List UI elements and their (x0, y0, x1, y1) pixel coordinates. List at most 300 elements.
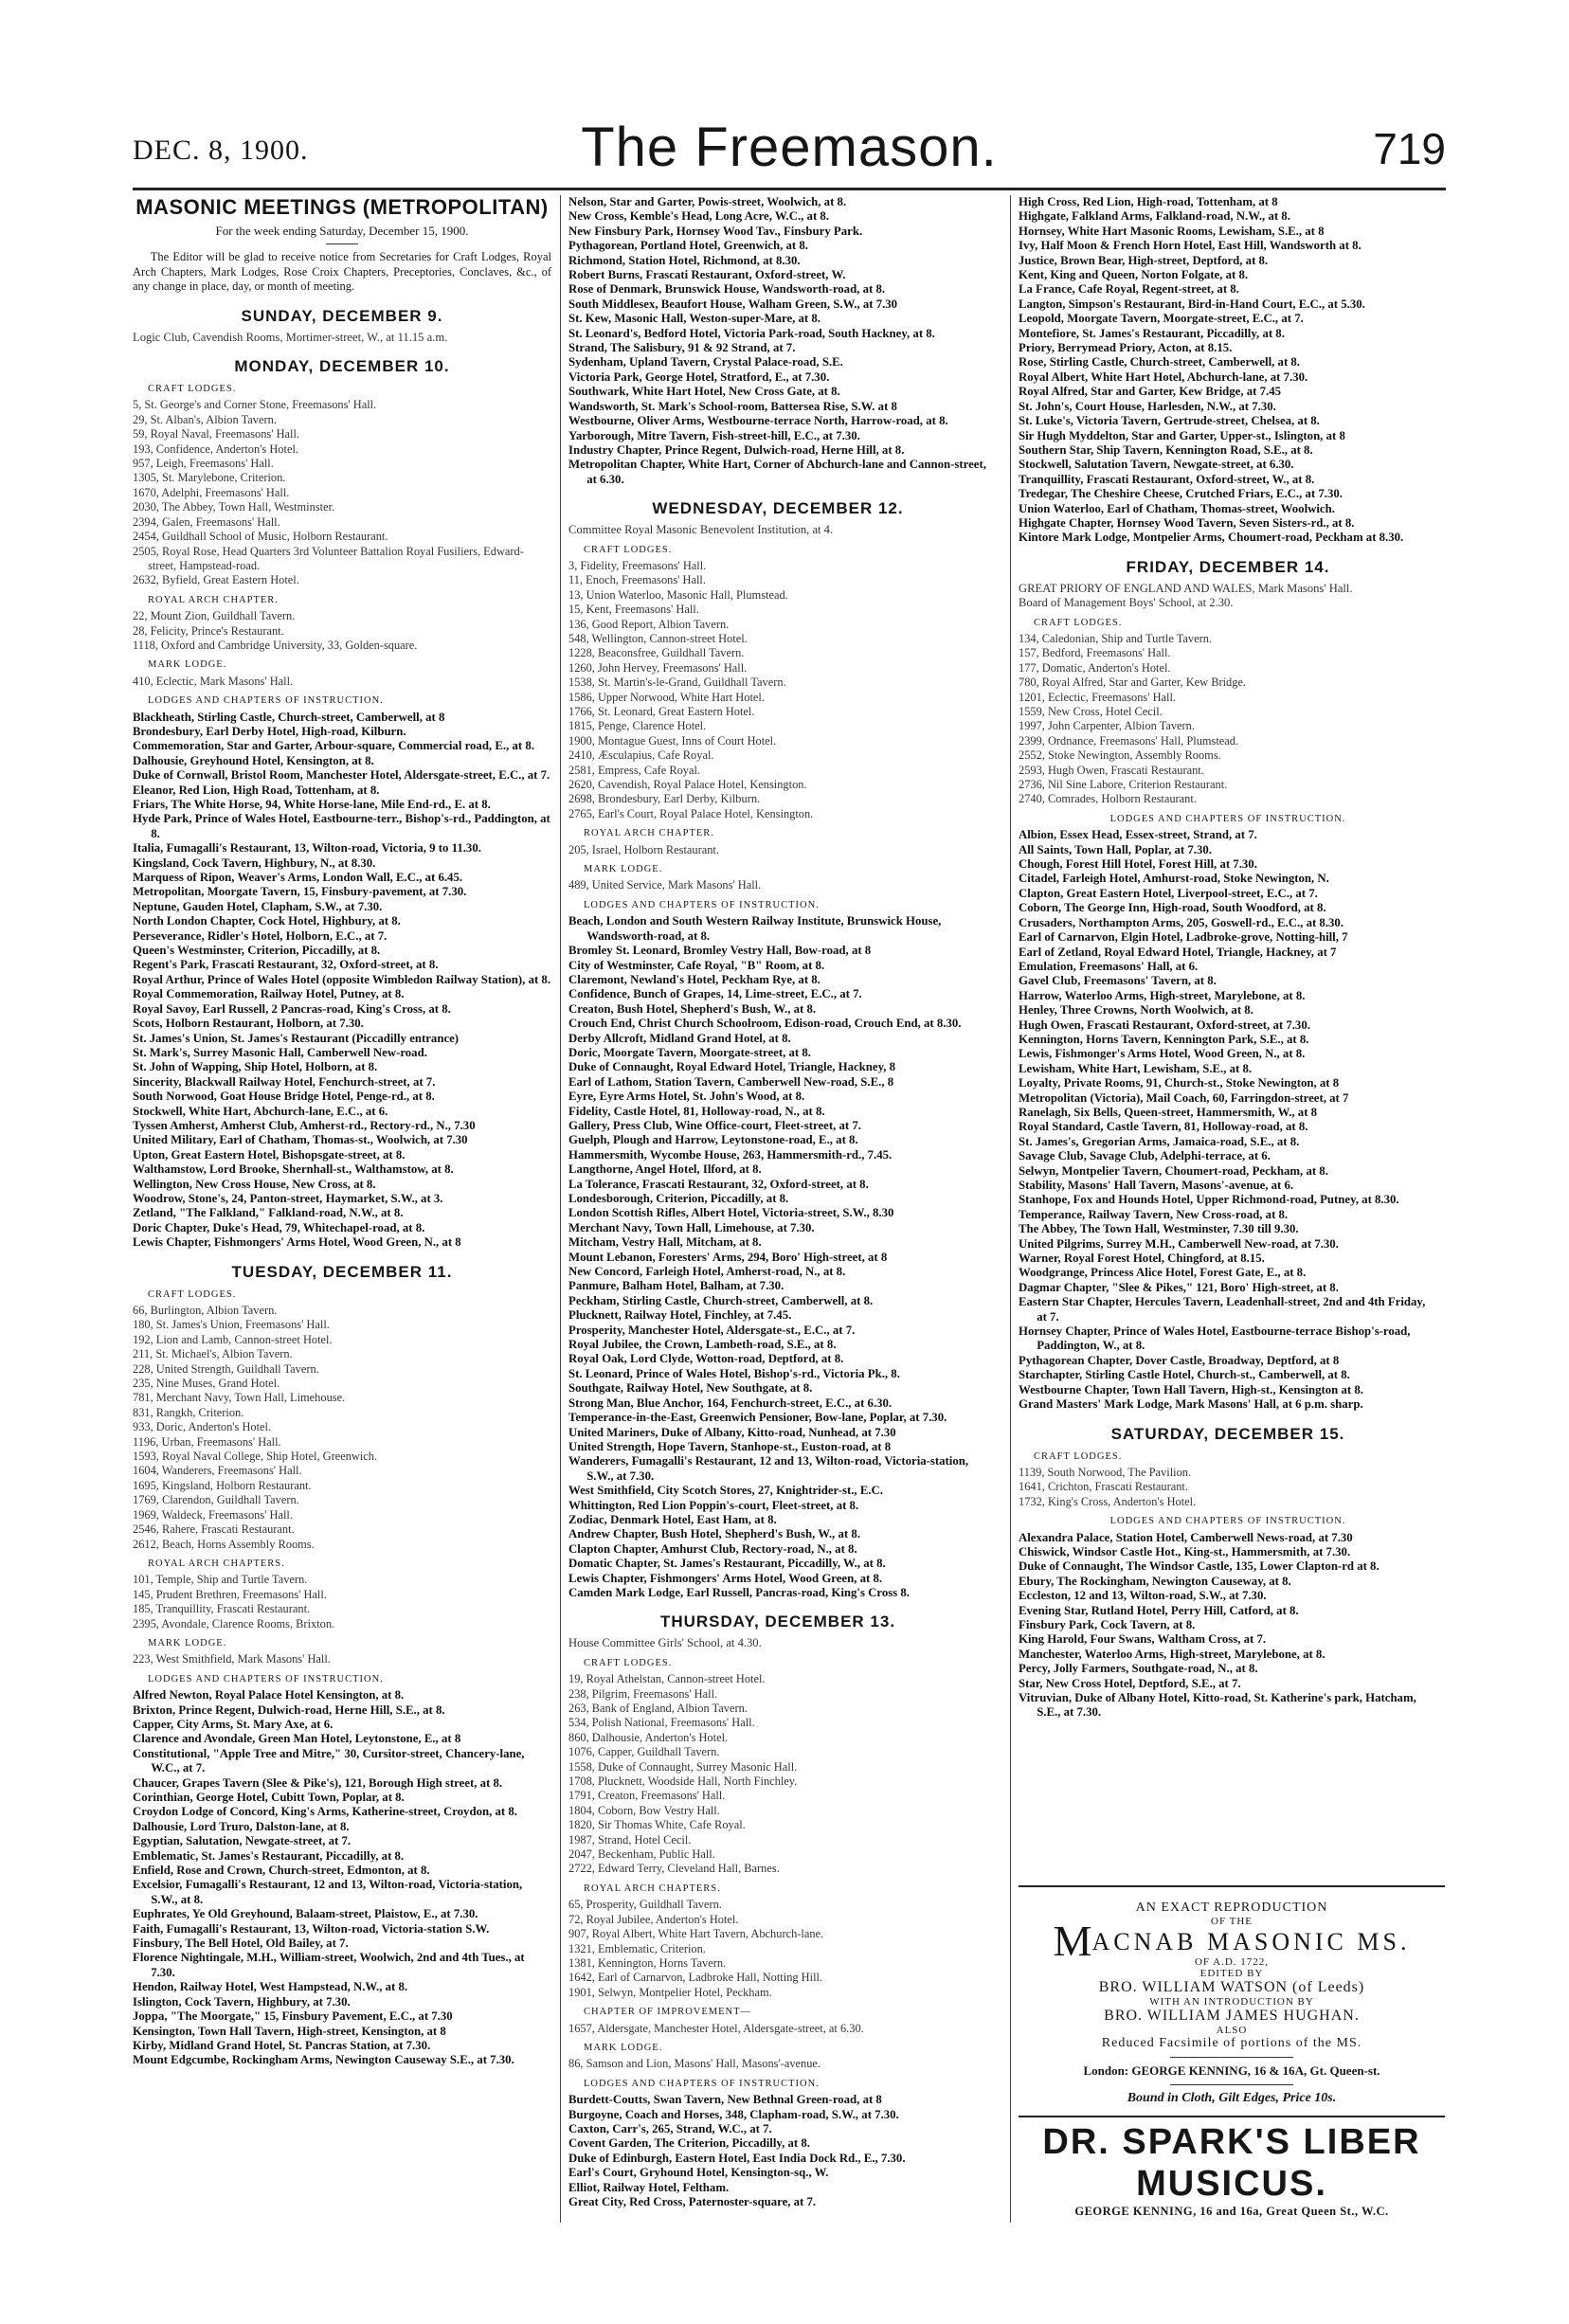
instruction-entry: Yarborough, Mitre Tavern, Fish-street-hill, E.C., at 7.30. (568, 428, 860, 442)
lodge-entry: 1969, Waldeck, Freemasons' Hall. (133, 1507, 293, 1522)
lodge-entry: 1305, St. Marylebone, Criterion. (133, 471, 286, 485)
instruction-entry: Doric Chapter, Duke's Head, 79, Whitechapel-road, at 8. (133, 1220, 425, 1234)
instruction-entry: Kennington, Horns Tavern, Kennington Park, S.E., at 8. (1019, 1032, 1309, 1046)
listing (133, 1573, 551, 1631)
lodge-entry: 957, Leigh, Freemasons' Hall. (133, 457, 274, 471)
lodge-entry: 2552, Stoke Newington, Assembly Rooms. (1019, 748, 1221, 763)
lodge-entry: 2399, Ordnance, Freemasons' Hall, Plumstead. (1019, 733, 1239, 748)
subsection-label: ROYAL ARCH CHAPTERS. (584, 1883, 721, 1894)
lodge-entry: 2030, The Abbey, Town Hall, Westminster. (133, 500, 335, 514)
lodge-entry: 72, Royal Jubilee, Anderton's Hotel. (568, 1912, 739, 1926)
listing (568, 559, 987, 821)
day-heading-tuesday: TUESDAY, DECEMBER 11. (231, 1262, 453, 1281)
instruction-entry: The Abbey, The Town Hall, Westminster, 7.30 till 9.30. (1019, 1222, 1299, 1236)
subsection-label: ROYAL ARCH CHAPTER. (584, 828, 714, 839)
instruction-entry: Capper, City Arms, St. Mary Axe, at 6. (133, 1717, 334, 1731)
lodge-entry: 1260, John Hervey, Freemasons' Hall. (568, 660, 748, 675)
day-heading-friday: FRIDAY, DECEMBER 14. (1126, 557, 1330, 576)
lodge-entry: GREAT PRIORY OF ENGLAND AND WALES, Mark Masons' Hall. (1019, 581, 1353, 595)
instruction-entry: Prosperity, Manchester Hotel, Aldersgate-st., E.C., at 7. (568, 1323, 856, 1337)
masthead (133, 102, 1446, 178)
instruction-entry: Wanderers, Fumagalli's Restaurant, 12 and 13, Wilton-road, Victoria-station, S.W., at 7.30. (568, 1454, 969, 1483)
instruction-entry: Lewis Chapter, Fishmongers' Arms Hotel, Wood Green, N., at 8 (133, 1235, 461, 1250)
instruction-entry: Chiswick, Windsor Castle Hot., King-st., Hammersmith, at 7.30. (1019, 1544, 1351, 1558)
page-number: 719 (1373, 124, 1446, 173)
lodge-entry: 1997, John Carpenter, Albion Tavern. (1019, 719, 1195, 733)
lodge-entry: 223, West Smithfield, Mark Masons' Hall. (133, 1652, 331, 1666)
instruction-entry: Strand, The Salisbury, 91 & 92 Strand, at 7. (568, 341, 796, 355)
instruction-entry: New Concord, Farleigh Hotel, Amherst-road, N., at 8. (568, 1265, 846, 1279)
instruction-entry: Starchapter, Stirling Castle Hotel, Church-st., Camberwell, at 8. (1019, 1368, 1350, 1382)
instruction-entry: Victoria Park, George Hotel, Stratford, E., at 7.30. (568, 369, 830, 384)
instruction-entry: Plucknett, Railway Hotel, Finchley, at 7.45. (568, 1308, 792, 1323)
instruction-entry: Croydon Lodge of Concord, King's Arms, Katherine-street, Croydon, at 8. (133, 1805, 517, 1819)
instruction-entry: Alexandra Palace, Station Hotel, Camberwell News-road, at 7.30 (1019, 1530, 1353, 1544)
lodge-entry: 1558, Duke of Connaught, Surrey Masonic Hall. (568, 1759, 798, 1774)
instruction-entry: Lewis, Fishmonger's Arms Hotel, Wood Green, N., at 8. (1019, 1047, 1306, 1061)
instruction-entry: Royal Albert, White Hart Hotel, Abchurch-lane, at 7.30. (1019, 369, 1308, 384)
masthead-rule (133, 188, 1446, 190)
instruction-entry: Warner, Royal Forest Hotel, Chingford, at 8.15. (1019, 1252, 1265, 1266)
instruction-entry: Royal Standard, Castle Tavern, 81, Holloway-road, at 8. (1019, 1120, 1308, 1134)
instruction-entry: Whittington, Red Lion Poppin's-court, Fleet-street, at 8. (568, 1498, 859, 1512)
instruction-entry: Joppa, "The Moorgate," 15, Finsbury Pavement, E.C., at 7.30 (133, 2009, 453, 2024)
subsection-label: LODGES AND CHAPTERS OF INSTRUCTION. (1109, 1516, 1346, 1527)
instruction-entry: Tredegar, The Cheshire Cheese, Crutched Friars, E.C., at 7.30. (1019, 487, 1343, 501)
lodge-entry: 1657, Aldersgate, Manchester Hotel, Aldersgate-street, at 6.30. (568, 2021, 864, 2035)
lodge-entry: 65, Prosperity, Guildhall Tavern. (568, 1898, 722, 1912)
instruction-entry: Queen's Westminster, Criterion, Piccadilly, at 8. (133, 944, 381, 958)
listing (568, 195, 987, 487)
instruction-entry: South Middlesex, Beaufort House, Walham Green, S.W., at 7.30 (568, 297, 898, 311)
instruction-entry: Robert Burns, Frascati Restaurant, Oxford-street, W. (568, 268, 846, 282)
instruction-entry: Harrow, Waterloo Arms, High-street, Marylebone, at 8. (1019, 988, 1306, 1002)
listing (568, 843, 987, 857)
advert-initial: M (1053, 1917, 1092, 1965)
instruction-entry: Eccleston, 12 and 13, Wilton-road, S.W., at 7.30. (1019, 1589, 1267, 1603)
instruction-entry: Vitruvian, Duke of Albany Hotel, Kitto-road, St. Katherine's park, Hatcham, S.E., at 7.30. (1019, 1691, 1416, 1720)
lodge-entry: 1732, King's Cross, Anderton's Hotel. (1019, 1494, 1197, 1508)
instruction-entry: Clapton, Great Eastern Hotel, Liverpool-street, E.C., at 7. (1019, 886, 1318, 900)
instruction-entry: Walthamstow, Lord Brooke, Shernhall-st., Walthamstow, at 8. (133, 1162, 454, 1177)
instruction-entry: Tranquillity, Frascati Restaurant, Oxford-street, W., at 8. (1019, 472, 1315, 486)
lodge-entry: 15, Kent, Freemasons' Hall. (568, 603, 699, 617)
instruction-entry: Stockwell, White Hart, Abchurch-lane, E.C., at 6. (133, 1104, 388, 1118)
lodge-entry: 780, Royal Alfred, Star and Garter, Kew Bridge. (1019, 676, 1247, 690)
instruction-entry: Pythagorean, Portland Hotel, Greenwich, at 8. (568, 239, 808, 253)
instruction-entry: Hornsey Chapter, Prince of Wales Hotel, Eastbourne-terrace Bishop's-road, Paddington, W., at 8. (1019, 1324, 1411, 1353)
lodge-entry: 180, St. James's Union, Freemasons' Hall. (133, 1318, 330, 1332)
advert-line: AN EXACT REPRODUCTION (1135, 1901, 1328, 1915)
lodge-entry: 145, Prudent Brethren, Freemasons' Hall. (133, 1587, 327, 1601)
lodge-entry: 781, Merchant Navy, Town Hall, Limehouse. (133, 1391, 346, 1405)
instruction-entry: Temperance, Railway Tavern, New Cross-road, at 8. (1019, 1207, 1289, 1221)
listing (133, 398, 551, 587)
subsection-label: MARK LODGE. (584, 2042, 663, 2053)
instruction-entry: Southern Star, Ship Tavern, Kennington Road, S.E., at 8. (1019, 442, 1313, 457)
lodge-entry: 28, Felicity, Prince's Restaurant. (133, 623, 284, 638)
instruction-entry: Islington, Cock Tavern, Highbury, at 7.30. (133, 1994, 351, 2009)
instruction-entry: Southwark, White Hart Hotel, New Cross Gate, at 8. (568, 385, 840, 399)
lodge-entry: 2395, Avondale, Clarence Rooms, Brixton. (133, 1616, 335, 1630)
lodge-entry: 11, Enoch, Freemasons' Hall. (568, 573, 706, 587)
instruction-entry: Tyssen Amherst, Amherst Club, Amherst-rd., Rectory-rd., N., 7.30 (133, 1118, 476, 1132)
instruction-entry: Kirby, Midland Grand Hotel, St. Pancras Station, at 7.30. (133, 2038, 431, 2052)
lodge-entry: 1381, Kennington, Horns Tavern. (568, 1955, 727, 1970)
instruction-entry: Finsbury, The Bell Hotel, Old Bailey, at 7. (133, 1937, 349, 1951)
listing (133, 1304, 551, 1552)
lodge-entry: 1900, Montague Guest, Inns of Court Hotel. (568, 733, 777, 748)
instruction-entry: Priory, Berrymead Priory, Acton, at 8.15. (1019, 341, 1233, 355)
instruction-entry: Dagmar Chapter, "Slee & Pikes," 121, Boro' High-street, at 8. (1019, 1280, 1339, 1294)
day-heading-monday: MONDAY, DECEMBER 10. (234, 357, 450, 376)
lodge-entry: 205, Israel, Holborn Restaurant. (568, 842, 719, 856)
instruction-entry: Stockwell, Salutation Tavern, Newgate-street, at 6.30. (1019, 458, 1294, 472)
instruction-entry: Earl of Zetland, Royal Edward Hotel, Triangle, Hackney, at 7 (1019, 945, 1337, 959)
listing (568, 2022, 987, 2036)
instruction-entry: Creaton, Bush Hotel, Shepherd's Bush, W., at 8. (568, 1001, 817, 1016)
subsection-label: ROYAL ARCH CHAPTERS. (148, 1558, 285, 1569)
advert-line: OF A.D. 1722, (1194, 1956, 1270, 1968)
lodge-entry: 1769, Clarendon, Guildhall Tavern. (133, 1493, 299, 1507)
subsection-label: LODGES AND CHAPTERS OF INSTRUCTION. (148, 695, 384, 707)
instruction-entry: Savage Club, Savage Club, Adelphi-terrace, at 6. (1019, 1149, 1271, 1163)
advert-introducer: BRO. WILLIAM JAMES HUGHAN. (1104, 2008, 1360, 2024)
instruction-entry: Westbourne, Oliver Arms, Westbourne-terrace North, Harrow-road, at 8. (568, 414, 948, 428)
instruction-entry: Kensington, Town Hall Tavern, High-street, Kensington, at 8 (133, 2024, 446, 2038)
issue-date: DEC. 8, 1900. (133, 135, 309, 166)
instruction-entry: Londesborough, Criterion, Piccadilly, at 8. (568, 1192, 789, 1205)
lodge-entry: 235, Nine Muses, Grand Hotel. (133, 1377, 280, 1391)
instruction-entry: Emulation, Freemasons' Hall, at 6. (1019, 959, 1199, 973)
instruction-entry: Blackheath, Stirling Castle, Church-street, Camberwell, at 8 (133, 710, 445, 724)
instruction-entry: Leopold, Moorgate Tavern, Moorgate-street, E.C., at 7. (1019, 312, 1304, 326)
advert-rule (1019, 2116, 1445, 2117)
listing (133, 1688, 551, 2068)
listing (568, 1672, 987, 1877)
instruction-entry: Langthorne, Angel Hotel, Ilford, at 8. (568, 1162, 762, 1177)
instruction-entry: La Tolerance, Frascati Restaurant, 32, Oxford-street, at 8. (568, 1177, 869, 1191)
instruction-entry: Elliot, Railway Hotel, Feltham. (568, 2180, 730, 2194)
instruction-entry: Industry Chapter, Prince Regent, Dulwich-road, Herne Hill, at 8. (568, 442, 905, 457)
subsection-label: LODGES AND CHAPTERS OF INSTRUCTION. (584, 2078, 820, 2089)
lodge-entry: 22, Mount Zion, Guildhall Tavern. (133, 609, 296, 623)
instruction-entry: Metropolitan (Victoria), Mail Coach, 60, Farringdon-street, at 7 (1019, 1090, 1349, 1105)
instruction-entry: St. James's, Gregorian Arms, Jamaica-road, S.E., at 8. (1019, 1134, 1300, 1148)
instruction-entry: Kingsland, Cock Tavern, Highbury, N., at 8.30. (133, 856, 376, 870)
lodge-entry: 1139, South Norwood, The Pavilion. (1019, 1465, 1192, 1479)
instruction-entry: Crouch End, Christ Church Schoolroom, Edison-road, Crouch End, at 8.30. (568, 1017, 962, 1031)
instruction-entry: Excelsior, Fumagalli's Restaurant, 12 and 13, Wilton-road, Victoria-station, S.W., at 8. (133, 1878, 523, 1906)
lodge-entry: 1201, Eclectic, Freemasons' Hall. (1019, 690, 1177, 704)
instruction-entry: United Pilgrims, Surrey M.H., Camberwell New-road, at 7.30. (1019, 1236, 1339, 1251)
listing (133, 711, 551, 1251)
instruction-entry: Clarence and Avondale, Green Man Hotel, Leytonstone, E., at 8 (133, 1732, 461, 1746)
instruction-entry: Alfred Newton, Royal Palace Hotel Kensington, at 8. (133, 1688, 405, 1702)
instruction-entry: Duke of Connaught, The Windsor Castle, 135, Lower Clapton-rd at 8. (1019, 1559, 1380, 1574)
lodge-entry: 1901, Selwyn, Montpelier Hotel, Peckham. (568, 1985, 772, 1999)
lodge-entry: 1228, Beaconsfree, Guildhall Tavern. (568, 646, 745, 660)
instruction-entry: Stanhope, Fox and Hounds Hotel, Upper Richmond-road, Putney, at 8.30. (1019, 1193, 1399, 1207)
lodge-entry: 1604, Wanderers, Freemasons' Hall. (133, 1464, 302, 1478)
instruction-entry: Loyalty, Private Rooms, 91, Church-st., Stoke Newington, at 8 (1019, 1076, 1340, 1090)
listing (1019, 1466, 1437, 1509)
lodge-entry: 1321, Emblematic, Criterion. (568, 1941, 706, 1955)
subsection-label: CHAPTER OF IMPROVEMENT— (584, 2007, 752, 2018)
listing (568, 914, 987, 1600)
instruction-entry: Woodgrange, Princess Alice Hotel, Forest Gate, E., at 8. (1019, 1266, 1307, 1280)
instruction-entry: Egyptian, Salutation, Newgate-street, at 7. (133, 1834, 352, 1848)
subsection-label: CRAFT LODGES. (584, 544, 673, 555)
instruction-entry: United Strength, Hope Tavern, Stanhope-st., Euston-road, at 8 (568, 1439, 892, 1453)
instruction-entry: Justice, Brown Bear, High-street, Deptford, at 8. (1019, 253, 1269, 267)
instruction-entry: Peckham, Stirling Castle, Church-street, Camberwell, at 8. (568, 1293, 874, 1307)
instruction-entry: London Scottish Rifles, Albert Hotel, Victoria-street, S.W., 8.30 (568, 1206, 894, 1220)
instruction-entry: Covent Garden, The Criterion, Piccadilly, at 8. (568, 2136, 810, 2151)
instruction-entry: Dalhousie, Lord Truro, Dalston-lane, at 8. (133, 1819, 350, 1833)
lodge-entry: 1076, Capper, Guildhall Tavern. (568, 1745, 720, 1759)
instruction-entry: Duke of Connaught, Royal Edward Hotel, Triangle, Hackney, 8 (568, 1060, 896, 1074)
instruction-entry: Kintore Mark Lodge, Montpelier Arms, Choumert-road, Peckham at 8.30. (1019, 531, 1404, 545)
listing (133, 331, 551, 345)
instruction-entry: Mitcham, Vestry Hall, Mitcham, at 8. (568, 1235, 762, 1250)
divider (1170, 2057, 1293, 2058)
lodge-entry: 1670, Adelphi, Freemasons' Hall. (133, 485, 290, 499)
lodge-entry: 5, St. George's and Corner Stone, Freemasons' Hall. (133, 398, 377, 412)
lodge-entry: 2505, Royal Rose, Head Quarters 3rd Volunteer Battalion Royal Fusiliers, Edward-street, Hampstead-road. (133, 544, 524, 572)
instruction-entry: Earl's Court, Gryhound Hotel, Kensington-sq., W. (568, 2166, 829, 2180)
lodge-entry: 211, St. Michael's, Albion Tavern. (133, 1347, 293, 1361)
instruction-entry: Great City, Red Cross, Paternoster-square, at 7. (568, 2195, 817, 2208)
instruction-entry: Royal Oak, Lord Clyde, Wotton-road, Deptford, at 8. (568, 1352, 844, 1366)
listing (133, 609, 551, 653)
instruction-entry: Eyre, Eyre Arms Hotel, St. John's Wood, at 8. (568, 1090, 805, 1104)
instruction-entry: Sir Hugh Myddelton, Star and Garter, Upper-st., Islington, at 8 (1019, 428, 1345, 442)
column-left (133, 195, 551, 2232)
column-middle (568, 195, 987, 2232)
instruction-entry: Caxton, Carr's, 265, Strand, W.C., at 7. (568, 2121, 772, 2135)
instruction-entry: Nelson, Star and Garter, Powis-street, Woolwich, at 8. (568, 195, 847, 208)
publication-title: The Freemason. (581, 117, 998, 178)
instruction-entry: St. John's, Court House, Harlesden, N.W., at 7.30. (1019, 399, 1276, 413)
instruction-entry: United Military, Earl of Chatham, Thomas-st., Woolwich, at 7.30 (133, 1133, 468, 1147)
instruction-entry: Royal Alfred, Star and Garter, Kew Bridge, at 7.45 (1019, 385, 1282, 399)
instruction-entry: Florence Nightingale, M.H., William-street, Woolwich, 2nd and 4th Tues., at 7.30. (133, 1951, 525, 1979)
lodge-entry: 1642, Earl of Carnarvon, Ladbroke Hall, Notting Hill. (568, 1971, 823, 1985)
instruction-entry: Confidence, Bunch of Grapes, 14, Lime-street, E.C., at 7. (568, 987, 862, 1001)
advert-line: ALSO (1216, 2025, 1248, 2036)
lodge-entry: 1791, Creaton, Freemasons' Hall. (568, 1789, 726, 1803)
subsection-label: CRAFT LODGES. (148, 384, 237, 395)
instruction-entry: St. Leonard's, Bedford Hotel, Victoria Park-road, South Hackney, at 8. (568, 326, 935, 340)
instruction-entry: St. Kew, Masonic Hall, Weston-super-Mare, at 8. (568, 312, 821, 326)
instruction-entry: Woodrow, Stone's, 24, Panton-street, Haymarket, S.W., at 3. (133, 1191, 443, 1205)
advert-second-publisher: GEORGE KENNING, 16 and 16a, Great Queen St., W.C. (1074, 2205, 1389, 2218)
instruction-entry: Duke of Edinburgh, Eastern Hotel, East India Dock Rd., E., 7.30. (568, 2151, 906, 2165)
listing (568, 2093, 987, 2209)
listing (568, 2057, 987, 2071)
instruction-entry: Burdett-Coutts, Swan Tavern, New Bethnal Green-road, at 8 (568, 2093, 882, 2107)
lodge-entry: 66, Burlington, Albion Tavern. (133, 1304, 278, 1317)
instruction-entry: Faith, Fumagalli's Restaurant, 13, Wilton-road, Victoria-station S.W. (133, 1921, 490, 1936)
instruction-entry: La France, Cafe Royal, Regent-street, at 8. (1019, 282, 1239, 297)
instruction-entry: Evening Star, Rutland Hotel, Perry Hill, Catford, at 8. (1019, 1603, 1299, 1617)
lodge-entry: 1586, Upper Norwood, White Hart Hotel. (568, 690, 765, 704)
instruction-entry: Earl of Lathom, Station Tavern, Camberwell New-road, S.E., 8 (568, 1074, 894, 1089)
instruction-entry: Upton, Great Eastern Hotel, Bishopsgate-street, at 8. (133, 1147, 406, 1162)
instruction-entry: Corinthian, George Hotel, Cubitt Town, Poplar, at 8. (133, 1791, 405, 1804)
instruction-entry: Rose of Denmark, Brunswick House, Wandsworth-road, at 8. (568, 282, 886, 297)
lodge-entry: 1695, Kingsland, Holborn Restaurant. (133, 1478, 312, 1492)
instruction-entry: Doric, Moorgate Tavern, Moorgate-street, at 8. (568, 1045, 811, 1059)
instruction-entry: Southgate, Railway Hotel, New Southgate, at 8. (568, 1381, 813, 1396)
instruction-entry: Highgate Chapter, Hornsey Wood Tavern, Seven Sisters-rd., at 8. (1019, 515, 1355, 530)
lodge-entry: 136, Good Report, Albion Tavern. (568, 617, 730, 631)
instruction-entry: Chaucer, Grapes Tavern (Slee & Pike's), 121, Borough High street, at 8. (133, 1775, 503, 1790)
lodge-entry: 238, Pilgrim, Freemasons' Hall. (568, 1686, 718, 1701)
instruction-entry: Panmure, Balham Hotel, Balham, at 7.30. (568, 1279, 784, 1293)
lodge-entry: 1820, Sir Thomas White, Cafe Royal. (568, 1818, 746, 1832)
listing (133, 675, 551, 689)
instruction-entry: Gallery, Press Club, Wine Office-court, Fleet-street, at 7. (568, 1118, 861, 1132)
instruction-entry: Wellington, New Cross House, New Cross, at 8. (133, 1177, 376, 1191)
instruction-entry: Andrew Chapter, Bush Hotel, Shepherd's Bush, W., at 8. (568, 1527, 860, 1541)
lodge-entry: 1641, Crichton, Frascati Restaurant. (1019, 1480, 1188, 1494)
instruction-entry: St. James's Union, St. James's Restaurant (Piccadilly entrance) (133, 1031, 460, 1045)
lodge-entry: 101, Temple, Ship and Turtle Tavern. (133, 1573, 308, 1587)
instruction-entry: Mount Edgcumbe, Rockingham Arms, Newington Causeway S.E., at 7.30. (133, 2053, 514, 2067)
instruction-entry: Royal Savoy, Earl Russell, 2 Pancras-road, King's Cross, at 8. (133, 1001, 451, 1016)
instruction-entry: Finsbury Park, Cock Tavern, at 8. (1019, 1617, 1196, 1631)
instruction-entry: Sincerity, Blackwall Railway Hotel, Fenchurch-street, at 7. (133, 1074, 436, 1089)
lodge-entry: 2620, Cavendish, Royal Palace Hotel, Kensington. (568, 778, 807, 792)
instruction-entry: Emblematic, St. James's Restaurant, Piccadilly, at 8. (133, 1848, 405, 1863)
listing (568, 1898, 987, 2000)
instruction-entry: North London Chapter, Cock Hotel, Highbury, at 8. (133, 914, 401, 928)
listing (1019, 195, 1437, 546)
instruction-entry: Commemoration, Star and Garter, Arbour-square, Commercial road, E., at 8. (133, 739, 534, 753)
instruction-entry: Coborn, The George Inn, High-road, South Woodford, at 8. (1019, 901, 1326, 915)
instruction-entry: Chough, Forest Hill Hotel, Forest Hill, at 7.30. (1019, 857, 1257, 872)
instruction-entry: Beach, London and South Western Railway Institute, Brunswick House, Wandsworth-road, at 8. (568, 914, 942, 943)
lodge-entry: 177, Domatic, Anderton's Hotel. (1019, 660, 1171, 675)
lodge-entry: 831, Rangkh, Criterion. (133, 1405, 244, 1419)
instruction-entry: Merchant Navy, Town Hall, Limehouse, at 7.30. (568, 1220, 815, 1234)
lodge-entry: 59, Royal Naval, Freemasons' Hall. (133, 427, 300, 441)
advert-line: OF THE (1211, 1916, 1253, 1927)
lodge-entry: 2593, Hugh Owen, Frascati Restaurant. (1019, 763, 1204, 777)
day-heading-wednesday: WEDNESDAY, DECEMBER 12. (652, 499, 904, 518)
instruction-entry: King Harold, Four Swans, Waltham Cross, at 7. (1019, 1632, 1267, 1647)
day-heading-thursday: THURSDAY, DECEMBER 13. (659, 1612, 896, 1631)
instruction-entry: Sydenham, Upland Tavern, Crystal Palace-road, S.E. (568, 355, 843, 369)
instruction-entry: Star, New Cross Hotel, Deptford, S.E., at 7. (1019, 1676, 1241, 1690)
instruction-entry: Percy, Jolly Farmers, Southgate-road, N., at 8. (1019, 1662, 1258, 1676)
lodge-entry: 228, United Strength, Guildhall Tavern. (133, 1361, 319, 1376)
subsection-label: MARK LODGE. (148, 659, 227, 671)
instruction-entry: Eleanor, Red Lion, High Road, Tottenham, at 8. (133, 783, 380, 797)
subsection-label: MARK LODGE. (148, 1637, 227, 1648)
advert-second-title: DR. SPARK'S LIBER MUSICUS. (1042, 2122, 1421, 2204)
advert-line: EDITED BY (1199, 1968, 1264, 1979)
instruction-entry: High Cross, Red Lion, High-road, Tottenham, at 8 (1019, 195, 1278, 208)
instruction-entry: Guelph, Plough and Harrow, Leytonstone-road, E., at 8. (568, 1133, 858, 1147)
instruction-entry: Lewisham, White Hart, Lewisham, S.E., at 8. (1019, 1061, 1253, 1075)
instruction-entry: Rose, Stirling Castle, Church-street, Camberwell, at 8. (1019, 355, 1301, 369)
lodge-entry: 2047, Beckenham, Public Hall. (568, 1847, 715, 1862)
lodge-entry: 2546, Rahere, Frascati Restaurant. (133, 1522, 295, 1537)
instruction-entry: Kent, King and Queen, Norton Folgate, at 8. (1019, 268, 1249, 282)
instruction-entry: All Saints, Town Hall, Poplar, at 7.30. (1019, 842, 1212, 856)
instruction-entry: Albion, Essex Head, Essex-street, Strand, at 7. (1019, 828, 1257, 842)
subsection-label: MARK LODGE. (584, 864, 663, 875)
advertisement (1019, 1885, 1445, 2218)
instruction-entry: Earl of Carnarvon, Elgin Hotel, Ladbroke-grove, Notting-hill, 7 (1019, 930, 1348, 945)
lodge-entry: 2736, Nil Sine Labore, Criterion Restaurant. (1019, 778, 1228, 792)
instruction-entry: Royal Jubilee, the Crown, Lambeth-road, S.E., at 8. (568, 1338, 837, 1352)
instruction-entry: Constitutional, "Apple Tree and Mitre," 30, Cursitor-street, Chancery-lane, W.C., at 7. (133, 1746, 525, 1775)
meeting-note: Committee Royal Masonic Benevolent Institution, at 4. (568, 523, 834, 537)
instruction-entry: Gavel Club, Freemasons' Tavern, at 8. (1019, 974, 1217, 988)
instruction-entry: Enfield, Rose and Crown, Church-street, Edmonton, at 8. (133, 1864, 430, 1878)
lodge-entry: 192, Lion and Lamb, Cannon-street Hotel. (133, 1332, 333, 1346)
listing (1019, 828, 1437, 1412)
lodge-entry: 1766, St. Leonard, Great Eastern Hotel. (568, 705, 755, 718)
instruction-entry: Pythagorean Chapter, Dover Castle, Broadway, Deptford, at 8 (1019, 1353, 1340, 1367)
instruction-entry: New Finsbury Park, Hornsey Wood Tav., Finsbury Park. (568, 224, 863, 238)
lodge-entry: 534, Polish National, Freemasons' Hall. (568, 1716, 755, 1730)
advert-publisher: London: GEORGE KENNING, 16 & 16A, Gt. Queen-st. (1083, 2063, 1380, 2078)
subsection-label: LODGES AND CHAPTERS OF INSTRUCTION. (584, 899, 820, 910)
lodge-entry: 2454, Guildhall School of Music, Holborn Restaurant. (133, 530, 388, 544)
advert-line: Reduced Facsimile of portions of the MS. (1101, 2036, 1362, 2050)
instruction-entry: Metropolitan Chapter, White Hart, Corner of Abchurch-lane and Cannon-street, at 6.30. (568, 458, 986, 486)
lodge-entry: 489, United Service, Mark Masons' Hall. (568, 878, 762, 892)
instruction-entry: Richmond, Station Hotel, Richmond, at 8.30. (568, 253, 801, 267)
lodge-entry: 907, Royal Albert, White Hart Tavern, Abchurch-lane. (568, 1927, 824, 1941)
instruction-entry: Zetland, "The Falkland," Falkland-road, N.W., at 8. (133, 1206, 404, 1220)
lodge-entry: 1708, Plucknett, Woodside Hall, North Finchley. (568, 1775, 798, 1789)
subsection-label: LODGES AND CHAPTERS OF INSTRUCTION. (1109, 813, 1346, 824)
lodge-entry: 2698, Brondesbury, Earl Derby, Kilburn. (568, 792, 761, 806)
instruction-entry: Selwyn, Montpelier Tavern, Choumert-road, Peckham, at 8. (1019, 1163, 1328, 1178)
instruction-entry: Ivy, Half Moon & French Horn Hotel, East Hill, Wandsworth at 8. (1019, 239, 1362, 253)
listing (1019, 582, 1437, 611)
instruction-entry: Hendon, Railway Hotel, West Hampstead, N.W., at 8. (133, 1980, 408, 1994)
instruction-entry: United Mariners, Duke of Albany, Kitto-road, Nunhead, at 7.30 (568, 1425, 896, 1439)
lodge-entry: 548, Wellington, Cannon-street Hotel. (568, 631, 748, 645)
divider (326, 243, 358, 244)
day-heading-sunday: SUNDAY, DECEMBER 9. (241, 306, 443, 325)
lodge-entry: 29, St. Alban's, Albion Tavern. (133, 412, 277, 426)
lodge-entry: 2612, Beach, Horns Assembly Rooms. (133, 1537, 315, 1551)
advert-binding: Bound in Cloth, Gilt Edges, Price 10s. (1127, 2091, 1337, 2105)
instruction-entry: Crusaders, Northampton Arms, 205, Goswell-rd., E.C., at 8.30. (1019, 915, 1344, 929)
listing (1019, 1531, 1437, 1720)
instruction-entry: Hugh Owen, Frascati Restaurant, Oxford-street, at 7.30. (1019, 1018, 1310, 1032)
instruction-entry: Regent's Park, Frascati Restaurant, 32, Oxford-street, at 8. (133, 958, 439, 972)
lodge-entry: 19, Royal Athelstan, Cannon-street Hotel. (568, 1672, 766, 1686)
lodge-entry: 193, Confidence, Anderton's Hotel. (133, 441, 298, 456)
instruction-entry: Clapton Chapter, Amhurst Club, Rectory-road, N., at 8. (568, 1541, 857, 1556)
instruction-entry: Hammersmith, Wycombe House, 263, Hammersmith-rd., 7.45. (568, 1147, 893, 1162)
meeting-note: House Committee Girls' School, at 4.30. (568, 1636, 762, 1650)
section-title: MASONIC MEETINGS (METROPOLITAN) (135, 195, 549, 219)
lodge-entry: 1804, Coborn, Bow Vestry Hall. (568, 1803, 720, 1817)
instruction-entry: Stability, Masons' Hall Tavern, Masons'-avenue, at 6. (1019, 1179, 1294, 1192)
lodge-entry: 157, Bedford, Freemasons' Hall. (1019, 646, 1171, 660)
section-subtitle: For the week ending Saturday, December 15, 1900. (215, 224, 469, 238)
